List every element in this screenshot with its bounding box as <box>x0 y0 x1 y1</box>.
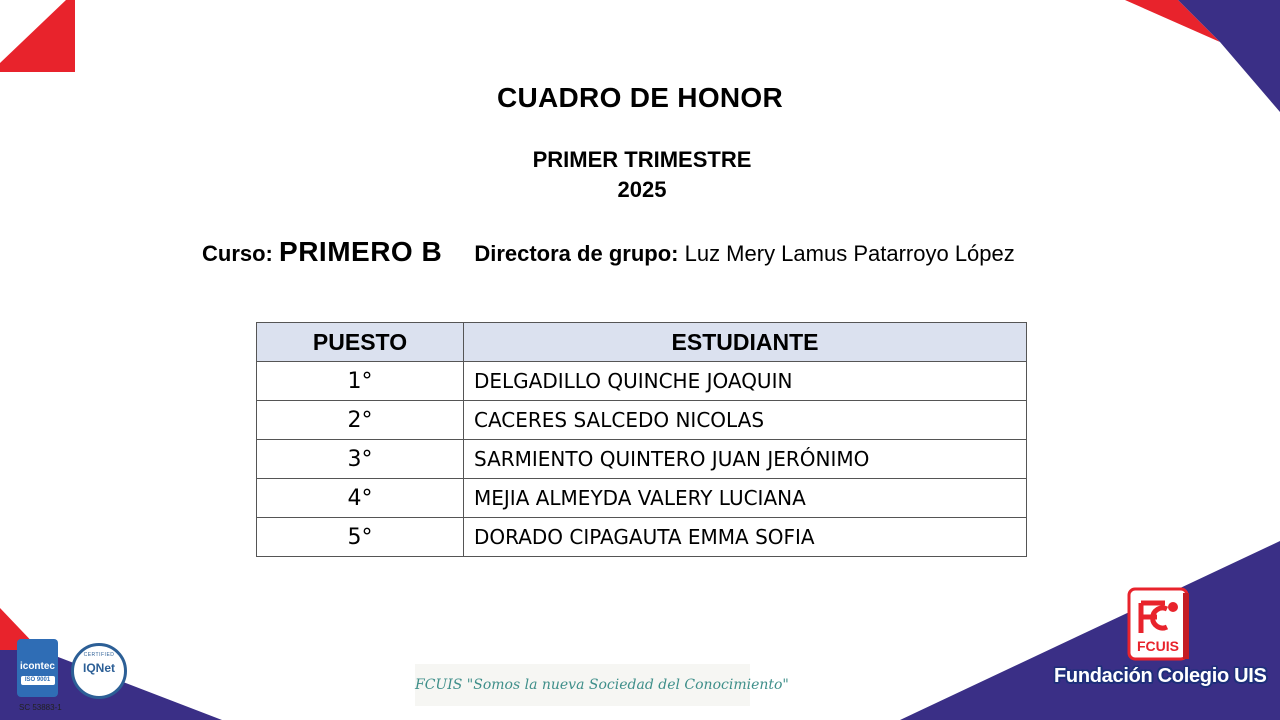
icontec-certification-badge <box>17 639 58 697</box>
iqnet-label: IQNet <box>82 661 115 675</box>
iso-label: ISO 9001 <box>21 676 55 685</box>
school-motto: FCUIS "Somos la nueva Sociedad del Conocimiento" <box>415 664 750 706</box>
position-cell: 2° <box>257 401 464 440</box>
header-student: ESTUDIANTE <box>464 323 1027 362</box>
position-cell: 1° <box>257 362 464 401</box>
course-info-line <box>202 236 1015 268</box>
school-name-logo-text: Fundación Colegio UIS <box>1054 665 1267 687</box>
student-cell: CACERES SALCEDO NICOLAS <box>464 401 1027 440</box>
director-name: Luz Mery Lamus Patarroyo López <box>684 241 1015 266</box>
table-header-row <box>257 323 1027 362</box>
position-cell: 4° <box>257 479 464 518</box>
header-position: PUESTO <box>257 323 464 362</box>
period-heading: PRIMER TRIMESTRE <box>532 147 752 172</box>
honor-table <box>256 322 1027 557</box>
course-name: PRIMERO B <box>279 236 443 267</box>
table-row <box>257 479 1027 518</box>
icontec-label: icontec <box>19 661 55 672</box>
student-cell: MEJIA ALMEYDA VALERY LUCIANA <box>464 479 1027 518</box>
certificate-code: SC 53883-1 <box>19 703 62 712</box>
position-cell: 5° <box>257 518 464 557</box>
student-cell: DORADO CIPAGAUTA EMMA SOFIA <box>464 518 1027 557</box>
director-label: Directora de grupo: <box>474 241 679 266</box>
iqnet-certification-badge <box>71 643 127 699</box>
student-cell: SARMIENTO QUINTERO JUAN JERÓNIMO <box>464 440 1027 479</box>
iqnet-caption: CERTIFIED <box>83 652 115 658</box>
course-label: Curso: <box>202 241 273 266</box>
year-heading: 2025 <box>617 177 667 202</box>
table-row <box>257 518 1027 557</box>
student-cell: DELGADILLO QUINCHE JOAQUIN <box>464 362 1027 401</box>
table-row <box>257 401 1027 440</box>
table-row <box>257 440 1027 479</box>
logo-mark: FCUIS <box>1137 638 1179 654</box>
school-logo-icon <box>1127 587 1191 663</box>
page-title: CUADRO DE HONOR <box>496 82 784 113</box>
position-cell: 3° <box>257 440 464 479</box>
bottom-right-navy <box>900 541 1280 720</box>
table-row <box>257 362 1027 401</box>
